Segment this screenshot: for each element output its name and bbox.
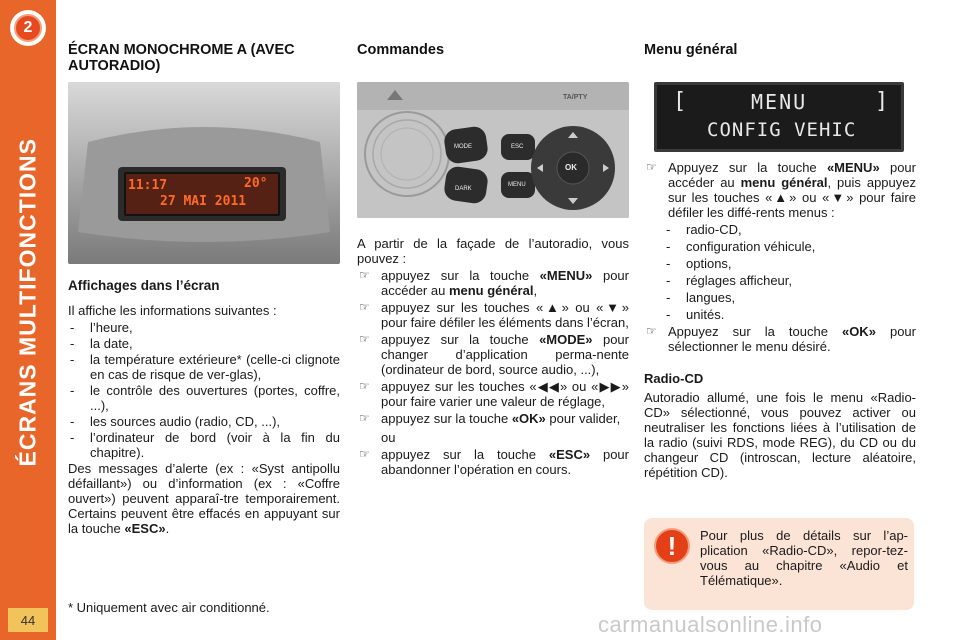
controls-text (357, 236, 629, 477)
pointing-hand-icon: ☞ (359, 332, 370, 346)
lcd-date: 27 MAI 2011 (160, 194, 247, 209)
display-info-section (68, 278, 340, 536)
menus-list (664, 222, 916, 322)
column-monochrome-screen (68, 42, 340, 74)
paragraph: A partir de la façade de l’autoradio, vous pouvez : (357, 236, 629, 266)
list-item: - configuration véhicule, (664, 239, 916, 254)
list-item: ☞ appuyez sur les touches «◀◀» ou «▶▶» pour faire varier une valeur de réglage, (359, 379, 629, 409)
list-item: - l’heure, (68, 320, 340, 335)
subheading: Affichages dans l’écran (68, 278, 220, 293)
list-item: ☞ appuyez sur la touche «MODE» pour changer d’application perma-nente (ordinateur de bord, source audio, ...), (359, 332, 629, 377)
section-heading: Commandes (357, 42, 445, 58)
alert-paragraph: Des messages d’alerte (ex : «Syst antipollu défaillant») ou d’information (ex : «Coffre ouvert») peuvent apparaî-tre temporairement. Certains peuvent être effacés en appuyant sur la touche «ESC». (68, 461, 340, 536)
column-general-menu (644, 42, 916, 58)
lcd-temperature: 20° (244, 176, 268, 191)
list-item: - radio-CD, (664, 222, 916, 237)
list-item: ☞ appuyez sur la touche «OK» pour valider, (359, 411, 621, 426)
ok-button: OK (565, 163, 577, 172)
dark-button: DARK (455, 186, 472, 192)
radio-facade-photo (357, 82, 629, 218)
list-item: - la température extérieure* (celle-ci clignote en cas de risque de ver-glas), (68, 352, 340, 382)
general-menu-text (644, 158, 916, 480)
chapter-badge (10, 10, 46, 46)
pointing-hand-icon: ☞ (359, 379, 370, 393)
chapter-number: 2 (14, 14, 42, 42)
list-item: - unités. (664, 307, 916, 322)
list-item: - l’ordinateur de bord (voir à la fin du chapitre). (68, 430, 340, 460)
menu-button: MENU (508, 182, 526, 188)
paragraph: Il affiche les informations suivantes : (68, 303, 277, 318)
info-list (68, 320, 340, 460)
pointing-hand-icon: ☞ (646, 324, 657, 338)
list-item: - les sources audio (radio, CD, ...), (68, 414, 340, 429)
column-controls (357, 42, 629, 58)
radio-cd-paragraph: Autoradio allumé, une fois le menu «Radio-CD» sélectionné, vous pouvez activer ou neutraliser les fonctions liées à l’utilisation de la radio (suivi RDS, mode REG), du CD ou du changeur CD (introscan, lecture aléatoire, répétition CD). (644, 390, 916, 480)
pointing-hand-icon: ☞ (359, 411, 370, 425)
dashboard-screen-photo (68, 82, 340, 264)
list-item: - la date, (68, 336, 340, 351)
or-text: ou (381, 430, 396, 445)
warning-icon: ! (654, 528, 690, 564)
list-item: - réglages afficheur, (664, 273, 916, 288)
chapter-title: ÉCRANS MULTIFONCTIONS (14, 137, 41, 467)
screen-config-label: CONFIG VEHIC (707, 119, 857, 141)
radio-cd-heading: Radio-CD (644, 371, 704, 386)
chapter-sidebar (0, 0, 56, 640)
pointing-hand-icon: ☞ (359, 300, 370, 314)
lcd-time: 11:17 (128, 178, 168, 193)
section-heading: ÉCRAN MONOCHROME A (AVEC AUTORADIO) (68, 42, 295, 74)
watermark: carmanualsonline.info (598, 612, 823, 637)
mode-button: MODE (454, 144, 472, 150)
list-item: ☞ Appuyez sur la touche «OK» pour sélectionner le menu désiré. (646, 324, 916, 354)
menu-screen-photo (654, 82, 904, 152)
list-item: ☞ Appuyez sur la touche «MENU» pour accéder au menu général, puis appuyez sur les touches «▲» ou «▼» pour faire défiler les diffé-rents menus : (646, 160, 916, 220)
footnote: * Uniquement avec air conditionné. (68, 600, 270, 615)
controls-list (357, 268, 629, 426)
pointing-hand-icon: ☞ (646, 160, 657, 174)
screen-menu-label: MENU (751, 90, 808, 114)
page-number: 44 (8, 608, 48, 632)
pointing-hand-icon: ☞ (359, 447, 370, 461)
section-heading: Menu général (644, 42, 738, 58)
list-item: - langues, (664, 290, 916, 305)
list-item: ☞ appuyez sur la touche «ESC» pour abandonner l’opération en cours. (359, 447, 629, 477)
screen-bracket-left: [ (673, 89, 687, 114)
list-item: - options, (664, 256, 916, 271)
pointing-hand-icon: ☞ (359, 268, 370, 282)
note-text: Pour plus de détails sur l’ap-plication «Radio-CD», repor-tez-vous au chapitre «Audio et Télématique». (700, 528, 908, 588)
ta-pty-button: TA/PTY (563, 94, 588, 101)
esc-button: ESC (511, 144, 524, 150)
key-label: «ESC» (124, 521, 166, 536)
screen-bracket-right: ] (875, 89, 889, 114)
info-note-box (644, 518, 914, 610)
list-item: - le contrôle des ouvertures (portes, coffre, ...), (68, 383, 340, 413)
list-item: ☞ appuyez sur la touche «MENU» pour accéder au menu général, (359, 268, 629, 298)
list-item: ☞ appuyez sur les touches «▲» ou «▼» pour faire défiler les éléments dans l’écran, (359, 300, 629, 330)
